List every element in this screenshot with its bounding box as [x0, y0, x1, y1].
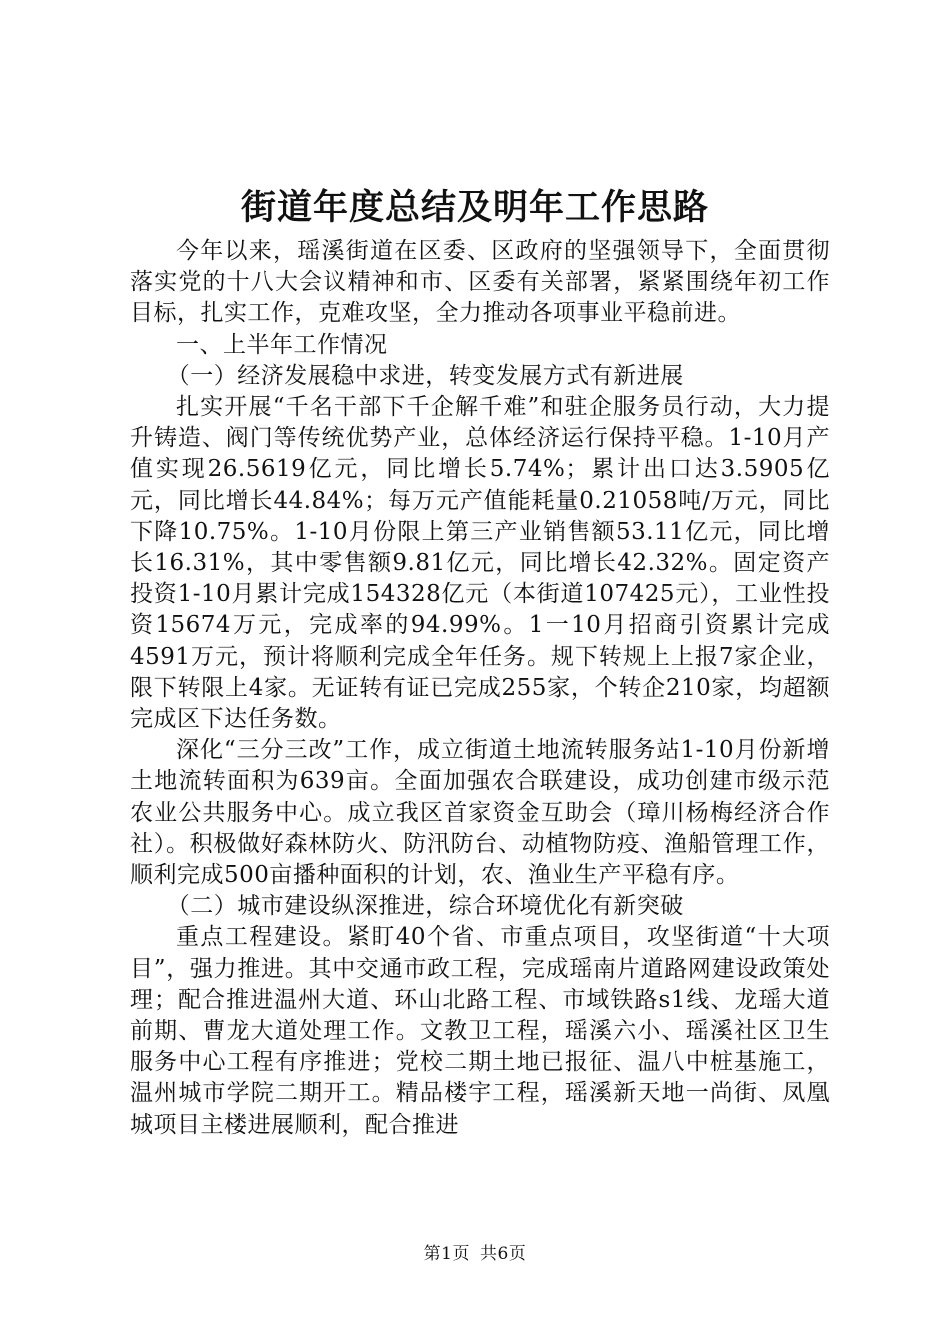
paragraph-economy: 扎实开展“千名干部下千企解千难”和驻企服务员行动，大力提升铸造、阀门等传统优势产业，总体经济运行保持平稳。1-10月产值实现26.5619亿元，同比增长5.74%；累计出口达3.5905亿元，同比增长44.84%；每万元产值能耗量0.21058吨/万元，同比下降10.75%。1-10月份限上第三产业销售额53.11亿元，同比增长16.31%，其中零售额9.81亿元，同比增长42.32%。固定资产投资1-10月累计完成154328亿元（本街道107425元），工业性投资15674万元，完成率的94.99%。1一10月招商引资累计完成4591万元，预计将顺利完成全年任务。规下转规上上报7家企业，限下转限上4家。无证转有证已完成255家，个转企210家，均超额完成区下达任务数。 — [130, 394, 830, 733]
page-total: 共6页 — [480, 1244, 527, 1264]
subsection-heading-urban: （二）城市建设纵深推进，综合环境优化有新突破 — [166, 893, 684, 920]
subsection-heading-economy: （一）经济发展稳中求进，转变发展方式有新进展 — [166, 362, 684, 389]
section-heading: 一、上半年工作情况 — [176, 331, 388, 358]
document-body — [130, 236, 830, 1141]
document-title: 街道年度总结及明年工作思路 — [240, 187, 709, 228]
paragraph-projects: 重点工程建设。紧盯40个省、市重点项目，攻坚街道“十大项目”，强力推进。其中交通市政工程，完成瑶南片道路网建设政策处理；配合推进温州大道、环山北路工程、市域铁路s1线、龙瑶大道前期、曹龙大道处理工作。文教卫工程，瑶溪六小、瑶溪社区卫生服务中心工程有序推进；党校二期土地已报征、温八中桩基施工，温州城市学院二期开工。精品楼宇工程，瑶溪新天地一尚街、凤凰城项目主楼进展顺利，配合推进 — [130, 924, 830, 1138]
paragraph-intro: 今年以来，瑶溪街道在区委、区政府的坚强领导下，全面贯彻落实党的十八大会议精神和市、区委有关部署，紧紧围绕年初工作目标，扎实工作，克难攻坚，全力推动各项事业平稳前进。 — [130, 238, 830, 327]
page-number: 第1页 — [423, 1244, 470, 1264]
paragraph-agriculture: 深化“三分三改”工作，成立街道土地流转服务站1-10月份新增土地流转面积为639亩。全面加强农合联建设，成功创建市级示范农业公共服务中心。成立我区首家资金互助会（璋川杨梅经济合作社）。积极做好森林防火、防汛防台、动植物防疫、渔船管理工作，顺利完成500亩播种面积的计划，农、渔业生产平稳有序。 — [130, 737, 830, 889]
page-footer — [0, 1242, 950, 1266]
